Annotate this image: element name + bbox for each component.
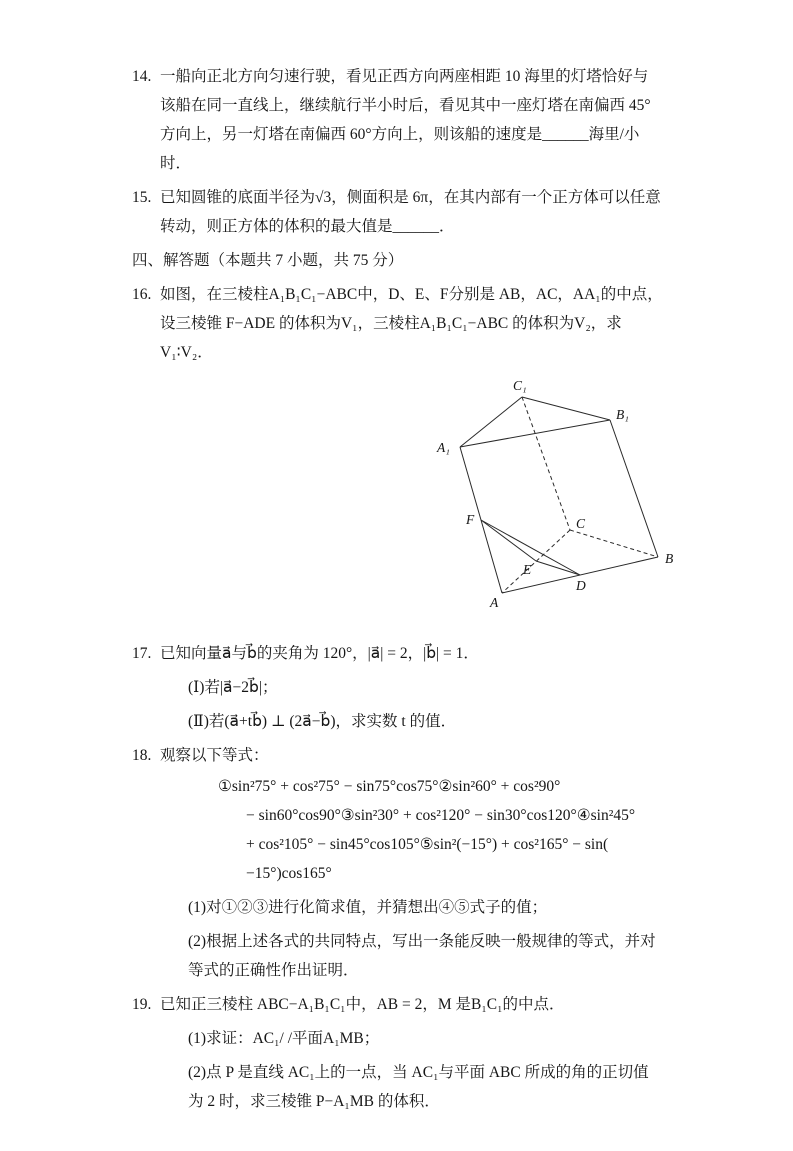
problem-15 bbox=[132, 183, 663, 241]
prism-labels bbox=[436, 378, 673, 610]
problem-18-equations bbox=[160, 772, 663, 888]
problem-17-number: 17. bbox=[132, 645, 152, 662]
problem-17-text: 已知向量a⃗与b⃗的夹角为 120°，|a⃗| = 2，|b⃗| = 1． bbox=[160, 645, 479, 662]
problem-16-figure bbox=[430, 375, 674, 623]
problem-16-text: 如图，在三棱柱A₁B₁C₁−ABC中，D、E、F分别是 AB，AC，AA₁的中点，设三棱锥 F−ADE 的体积为V₁，三棱柱A₁B₁C₁−ABC 的体积为V₂，求V₁∶V₂． bbox=[160, 286, 663, 361]
vertex-label-a: A bbox=[490, 595, 499, 610]
problem-17-item-1: (Ⅰ)若|a⃗−2b⃗|； bbox=[188, 679, 278, 696]
problem-19-number: 19. bbox=[132, 996, 152, 1013]
problem-14-text: 一船向正北方向匀速行驶，看见正西方向两座相距 10 海里的灯塔恰好与该船在同一直线上，继续航行半小时后，看见其中一座灯塔在南偏西 45°方向上，另一灯塔在南偏西 60°方向上，则该船的速度是______海里/小时． bbox=[160, 68, 651, 172]
vertex-label-e: E bbox=[523, 562, 532, 577]
problem-17-item-2: (Ⅱ)若(a⃗+tb⃗) ⊥ (2a⃗−b⃗)，求实数 t 的值． bbox=[188, 713, 457, 730]
section-heading: 四、解答题（本题共 7 小题，共 75 分） bbox=[132, 252, 404, 269]
problem-19-item-2: (2)点 P 是直线 AC₁上的一点，当 AC₁与平面 ABC 所成的角的正切值为 2 时，求三棱锥 P−A₁MB 的体积． bbox=[188, 1064, 649, 1110]
problem-19 bbox=[132, 990, 663, 1116]
problem-14-number: 14. bbox=[132, 68, 152, 85]
vertex-label-b1: B₁ bbox=[616, 407, 629, 422]
problem-15-text: 已知圆锥的底面半径为√3，侧面积是 6π，在其内部有一个正方体可以任意转动，则正方体的体积的最大值是______． bbox=[160, 189, 661, 235]
problem-18-number: 18. bbox=[132, 747, 152, 764]
vertex-label-d: D bbox=[576, 578, 586, 593]
vertex-label-f: F bbox=[466, 512, 475, 527]
equation-line-2: − sin60°cos90°③sin²30° + cos²120° − sin30°cos120°④sin²45° bbox=[246, 807, 636, 824]
vertex-label-c: C bbox=[576, 516, 586, 531]
prism-diagram bbox=[430, 375, 690, 623]
equation-line-1: ①sin²75° + cos²75° − sin75°cos75°②sin²60° + cos²90° bbox=[218, 778, 561, 795]
prism-edges bbox=[460, 397, 658, 593]
problem-18 bbox=[132, 741, 663, 985]
problem-18-item-2: (2)根据上述各式的共同特点，写出一条能反映一般规律的等式，并对等式的正确性作出证明． bbox=[188, 933, 656, 979]
problem-18-item-1: (1)对①②③进行化简求值，并猜想出④⑤式子的值； bbox=[188, 899, 548, 916]
equation-line-4: −15°)cos165° bbox=[246, 865, 332, 882]
problem-19-item-1: (1)求证：AC₁/ /平面A₁MB； bbox=[188, 1030, 380, 1047]
equation-line-3: + cos²105° − sin45°cos105°⑤sin²(−15°) + cos²165° − sin( bbox=[246, 836, 609, 853]
vertex-label-c1: C₁ bbox=[513, 378, 527, 393]
problem-16 bbox=[132, 280, 663, 367]
problem-17 bbox=[132, 639, 663, 736]
problem-18-text: 观察以下等式： bbox=[160, 747, 269, 764]
problem-15-number: 15. bbox=[132, 189, 152, 206]
problem-19-text: 已知正三棱柱 ABC−A₁B₁C₁中，AB = 2，M 是B₁C₁的中点． bbox=[160, 996, 565, 1013]
vertex-label-a1: A₁ bbox=[437, 440, 450, 455]
problem-16-number: 16. bbox=[132, 286, 152, 303]
vertex-label-b: B bbox=[665, 551, 674, 566]
problem-14 bbox=[132, 62, 663, 178]
